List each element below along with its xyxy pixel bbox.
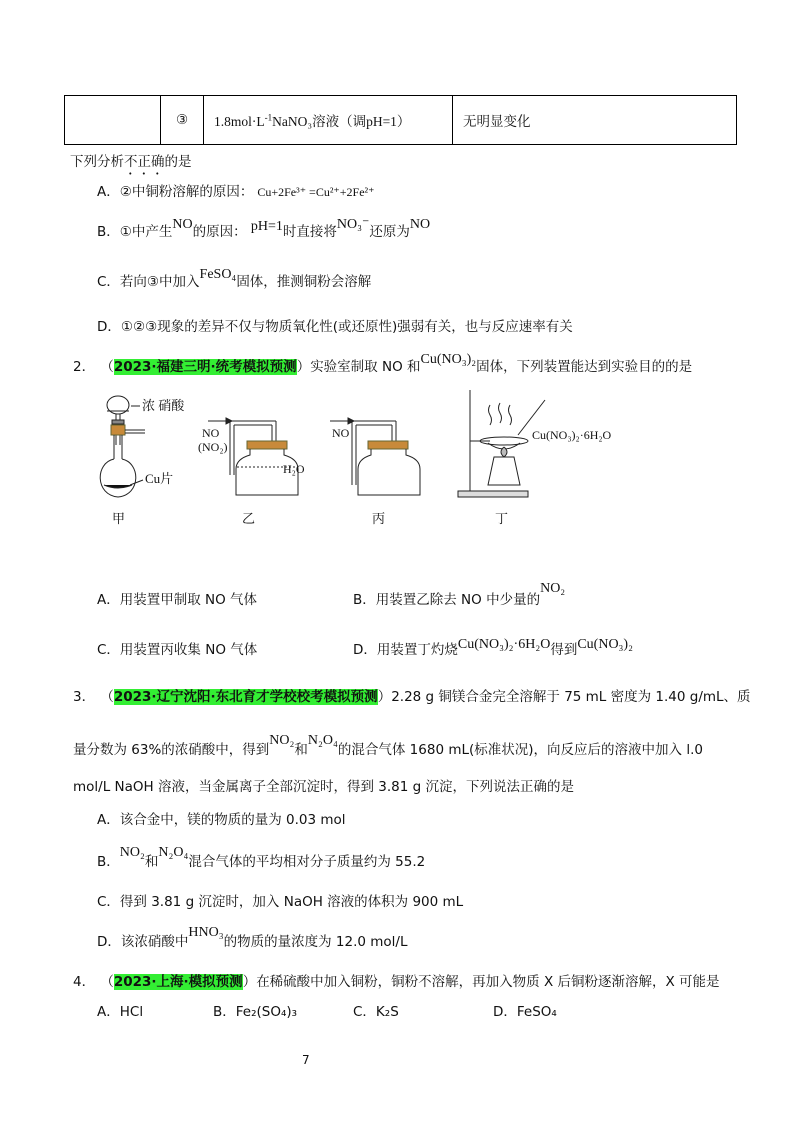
q3-stem-line3: mol/L NaOH 溶液，当金属离子全部沉淀时，得到 3.81 g 沉淀，下列说法正确的是 xyxy=(73,779,574,795)
q2-option-b: B．用装置乙除去 NO 中少量的NO₂ xyxy=(353,581,566,608)
apparatus-figure xyxy=(90,385,650,530)
q2-option-d: D．用装置丁灼烧Cu(NO₃)₂·6H₂O得到Cu(NO₃)₂ xyxy=(353,637,633,658)
q4-option-a: A．HCl xyxy=(97,1004,144,1020)
label-no2-1: (NO₂) xyxy=(198,440,228,454)
label-h2o: H₂O xyxy=(283,462,305,476)
q1-option-a: A．②中铜粉溶解的原因： Cu+2Fe³⁺ =Cu²⁺+2Fe²⁺ xyxy=(97,184,375,200)
table-row xyxy=(65,96,737,145)
table-cell-num: ③ xyxy=(161,96,204,145)
q3-option-a: A．该合金中，镁的物质的量为 0.03 mol xyxy=(97,812,346,828)
q3-stem-line1: 3． （2023·辽宁沈阳·东北育才学校校考模拟预测）2.28 g 铜镁合金完全溶解于 75 mL 密度为 1.40 g/mL、质 xyxy=(73,689,751,705)
q3-option-c: C．得到 3.81 g 沉淀时，加入 NaOH 溶液的体积为 900 mL xyxy=(97,894,464,910)
q1-option-b: B．①中产生NO的原因： pH=1时直接将NO₃⁻还原为NO xyxy=(97,217,431,240)
apparatus-yi xyxy=(208,418,298,495)
q4-option-c: C．K₂S xyxy=(353,1004,399,1020)
q4-stem: 4． （2023·上海·模拟预测）在稀硫酸中加入铜粉，铜粉不溶解，再加入物质 X 后铜粉逐渐溶解，X 可能是 xyxy=(73,974,720,990)
q1-option-c: C．若向③中加入FeSO₄固体，推测铜粉会溶解 xyxy=(97,267,372,290)
label-acid: 浓 硝酸 xyxy=(142,398,185,413)
q3-option-b: B．NO₂和N₂O₄混合气体的平均相对分子质量约为 55.2 xyxy=(97,845,426,870)
q4-option-b: B．Fe₂(SO₄)₃ xyxy=(213,1004,298,1020)
table-cell-reagent: $1.8mol\cdot L^{-1}NaNO_3$溶液（调pH=1） xyxy=(204,96,453,145)
q3-option-d: D．该浓硝酸中HNO₃的物质的量浓度为 12.0 mol/L xyxy=(97,925,408,950)
q2-source-tag: 2023·福建三明·统考模拟预测 xyxy=(113,359,297,375)
apparatus-ding xyxy=(458,390,545,497)
caption-ding: 丁 xyxy=(495,511,509,526)
caption-bing: 丙 xyxy=(372,511,386,526)
table-cell-result: 无明显变化 xyxy=(453,96,737,145)
q1-stem: 下列分析不正确的是 xyxy=(70,154,192,170)
q1-option-d: D．①②③现象的差异不仅与物质氧化性(或还原性)强弱有关，也与反应速率有关 xyxy=(97,319,573,335)
label-salt: Cu(NO₃)₂·6H₂O xyxy=(532,428,612,442)
label-cu: Cu片 xyxy=(145,471,174,486)
label-no-1: NO xyxy=(202,426,220,440)
page-number: 7 xyxy=(302,1053,310,1067)
q2-option-c: C．用装置丙收集 NO 气体 xyxy=(97,642,258,658)
q2-stem: 2． （2023·福建三明·统考模拟预测）实验室制取 NO 和Cu(NO₃)₂固体，下列装置能达到实验目的的是 xyxy=(73,352,693,375)
experiment-table xyxy=(64,95,737,145)
q4-source-tag: 2023·上海·模拟预测 xyxy=(113,974,243,990)
q3-stem-line2: 量分数为 63%的浓硝酸中，得到NO₂和N₂O₄的混合气体 1680 mL(标准状况)，向反应后的溶液中加入 l.0 xyxy=(73,733,703,758)
table-cell-empty xyxy=(65,96,161,145)
caption-yi: 乙 xyxy=(242,511,256,526)
q4-option-d: D．FeSO₄ xyxy=(493,1004,557,1020)
label-no-2: NO xyxy=(332,426,350,440)
q3-source-tag: 2023·辽宁沈阳·东北育才学校校考模拟预测 xyxy=(113,689,378,705)
q2-option-a: A．用装置甲制取 NO 气体 xyxy=(97,592,258,608)
caption-jia: 甲 xyxy=(112,511,126,526)
